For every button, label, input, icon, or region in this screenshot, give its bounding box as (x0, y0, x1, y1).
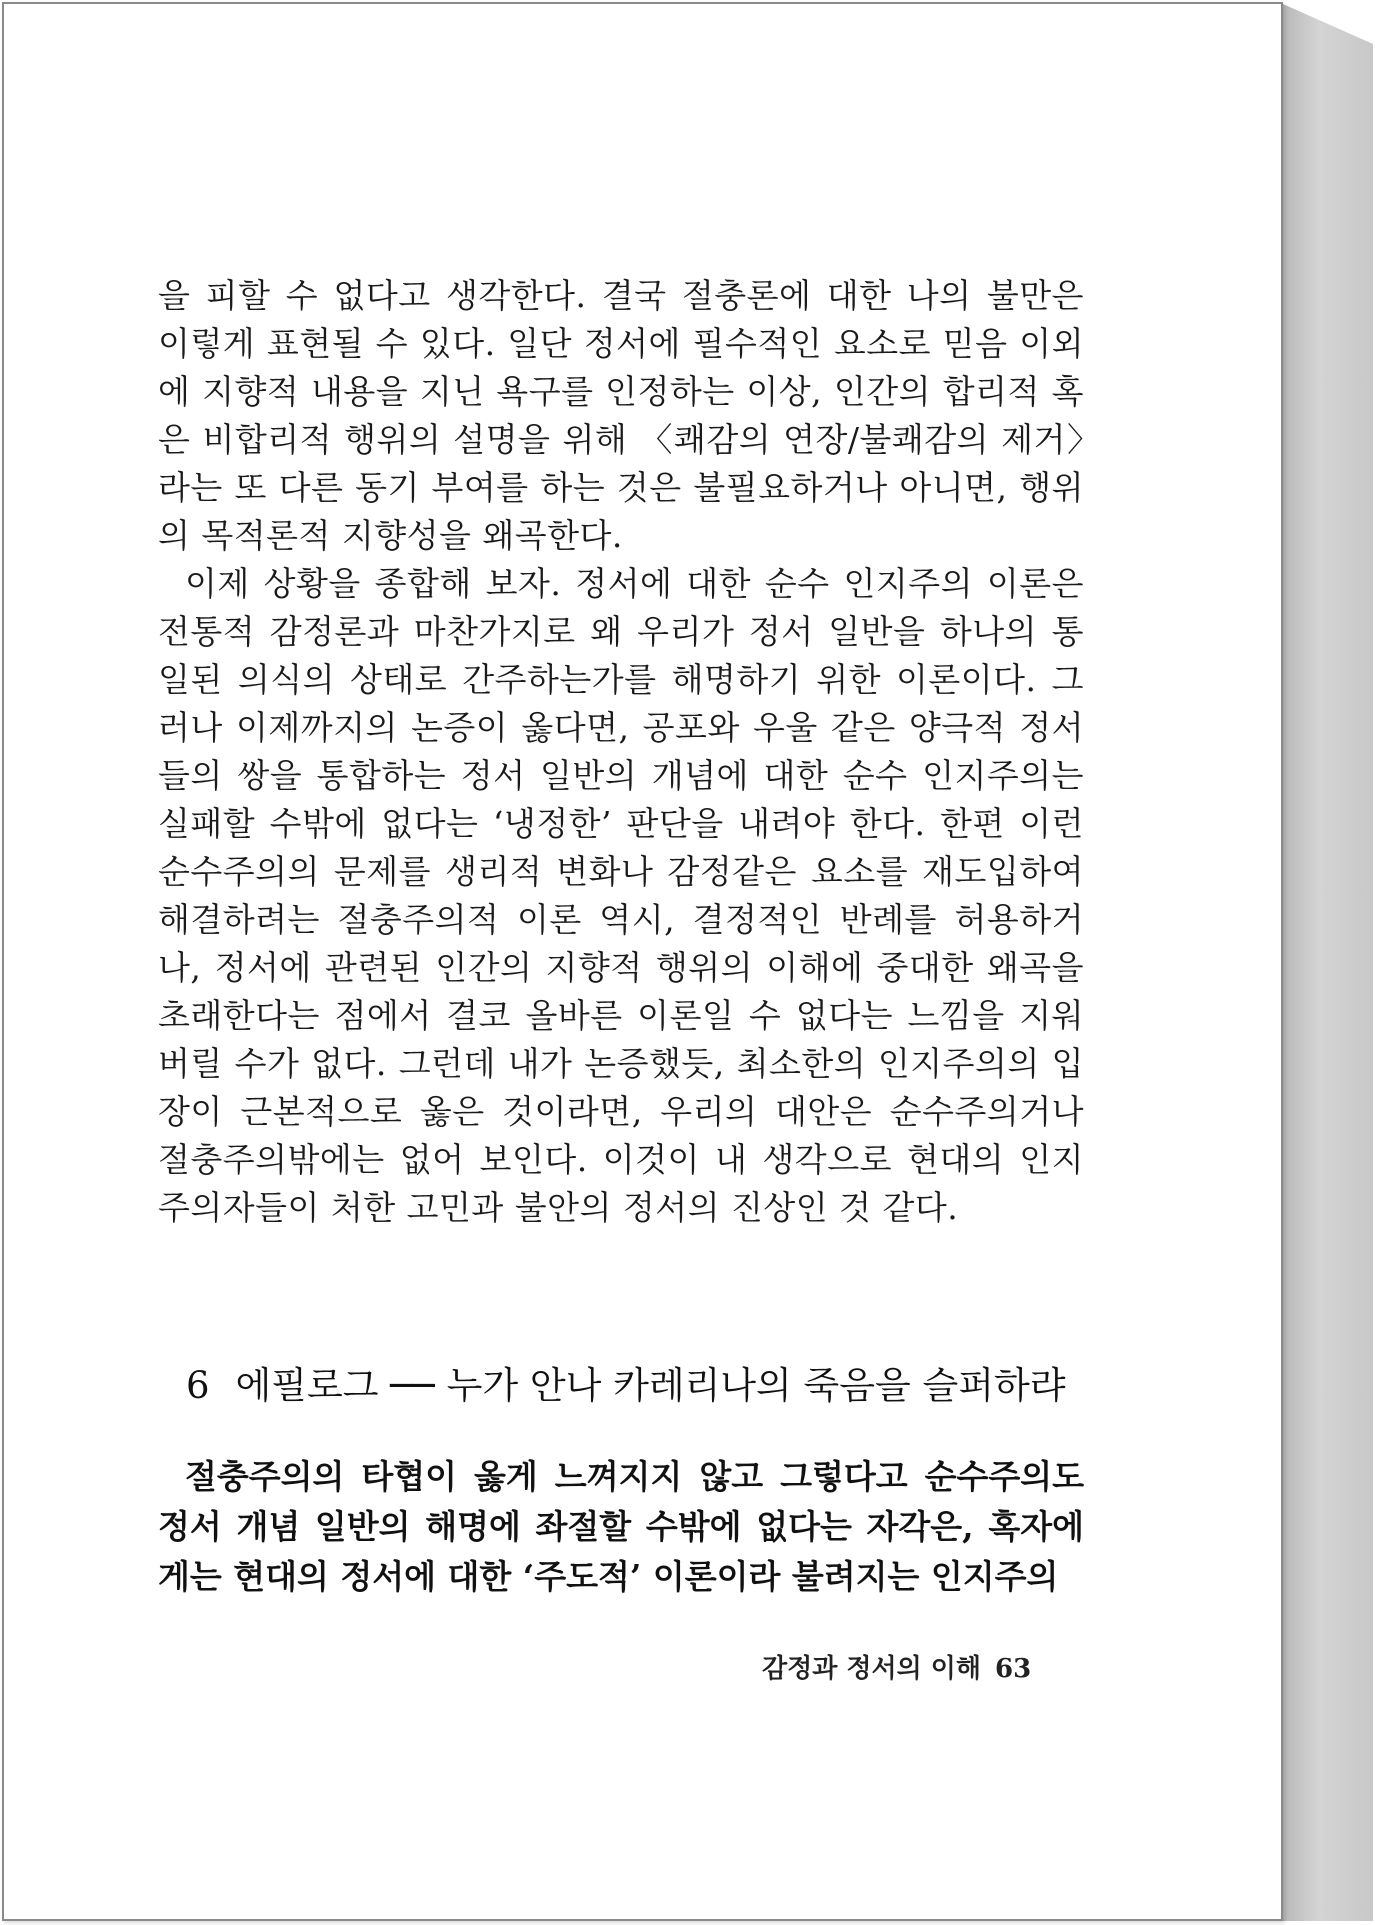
book-page-edge-corner (1283, 4, 1373, 44)
section-paragraph: 절충주의의 타협이 옳게 느껴지지 않고 그렇다고 순수주의도 정서 개념 일반의 해명에 좌절할 수밖에 없다는 자각은, 혹자에게는 현대의 정서에 대한 ‘주도적’ 이론이라 불려지는 인지주의 (158, 1457, 1084, 1596)
page-number: 63 (995, 1654, 1032, 1684)
section-number: 6 (186, 1364, 210, 1407)
running-footer (762, 1648, 1031, 1685)
section-title: 에필로그 ── 누가 안나 카레리나의 죽음을 슬퍼하랴 (235, 1364, 1066, 1407)
running-title: 감정과 정서의 이해 (762, 1654, 982, 1684)
section-heading (186, 1362, 1086, 1410)
body-paragraph-1: 을 피할 수 없다고 생각한다. 결국 절충론에 대한 나의 불만은 이렇게 표현될 수 있다. 일단 정서에 필수적인 요소로 믿음 이외에 지향적 내용을 지닌 욕구를 인정하는 이상, 인간의 합리적 혹은 비합리적 행위의 설명을 위해 〈쾌감의 연장/불쾌감의 제거〉라는 또 다른 동기 부여를 하는 것은 불필요하거나 아니면, 행위의 목적론적 지향성을 왜곡한다. (158, 276, 1084, 555)
book-page-edge (1283, 4, 1373, 1921)
body-paragraph-2: 이제 상황을 종합해 보자. 정서에 대한 순수 인지주의 이론은 전통적 감정론과 마찬가지로 왜 우리가 정서 일반을 하나의 통일된 의식의 상태로 간주하는가를 해명하기 위한 이론이다. 그러나 이제까지의 논증이 옳다면, 공포와 우울 같은 양극적 정서들의 쌍을 통합하는 정서 일반의 개념에 대한 순수 인지주의는 실패할 수밖에 없다는 ‘냉정한’ 판단을 내려야 한다. 한편 이런 순수주의의 문제를 생리적 변화나 감정같은 요소를 재도입하여 해결하려는 절충주의적 이론 역시, 결정적인 반례를 허용하거나, 정서에 관련된 인간의 지향적 행위의 이해에 중대한 왜곡을 초래한다는 점에서 결코 올바른 이론일 수 없다는 느낌을 지워버릴 수가 없다. 그런데 내가 논증했듯, 최소한의 인지주의의 입장이 근본적으로 옳은 것이라면, 우리의 대안은 순수주의거나 절충주의밖에는 없어 보인다. 이것이 내 생각으로 현대의 인지주의자들이 처한 고민과 불안의 정서의 진상인 것 같다. (158, 564, 1084, 1227)
body-text (158, 272, 1084, 1232)
